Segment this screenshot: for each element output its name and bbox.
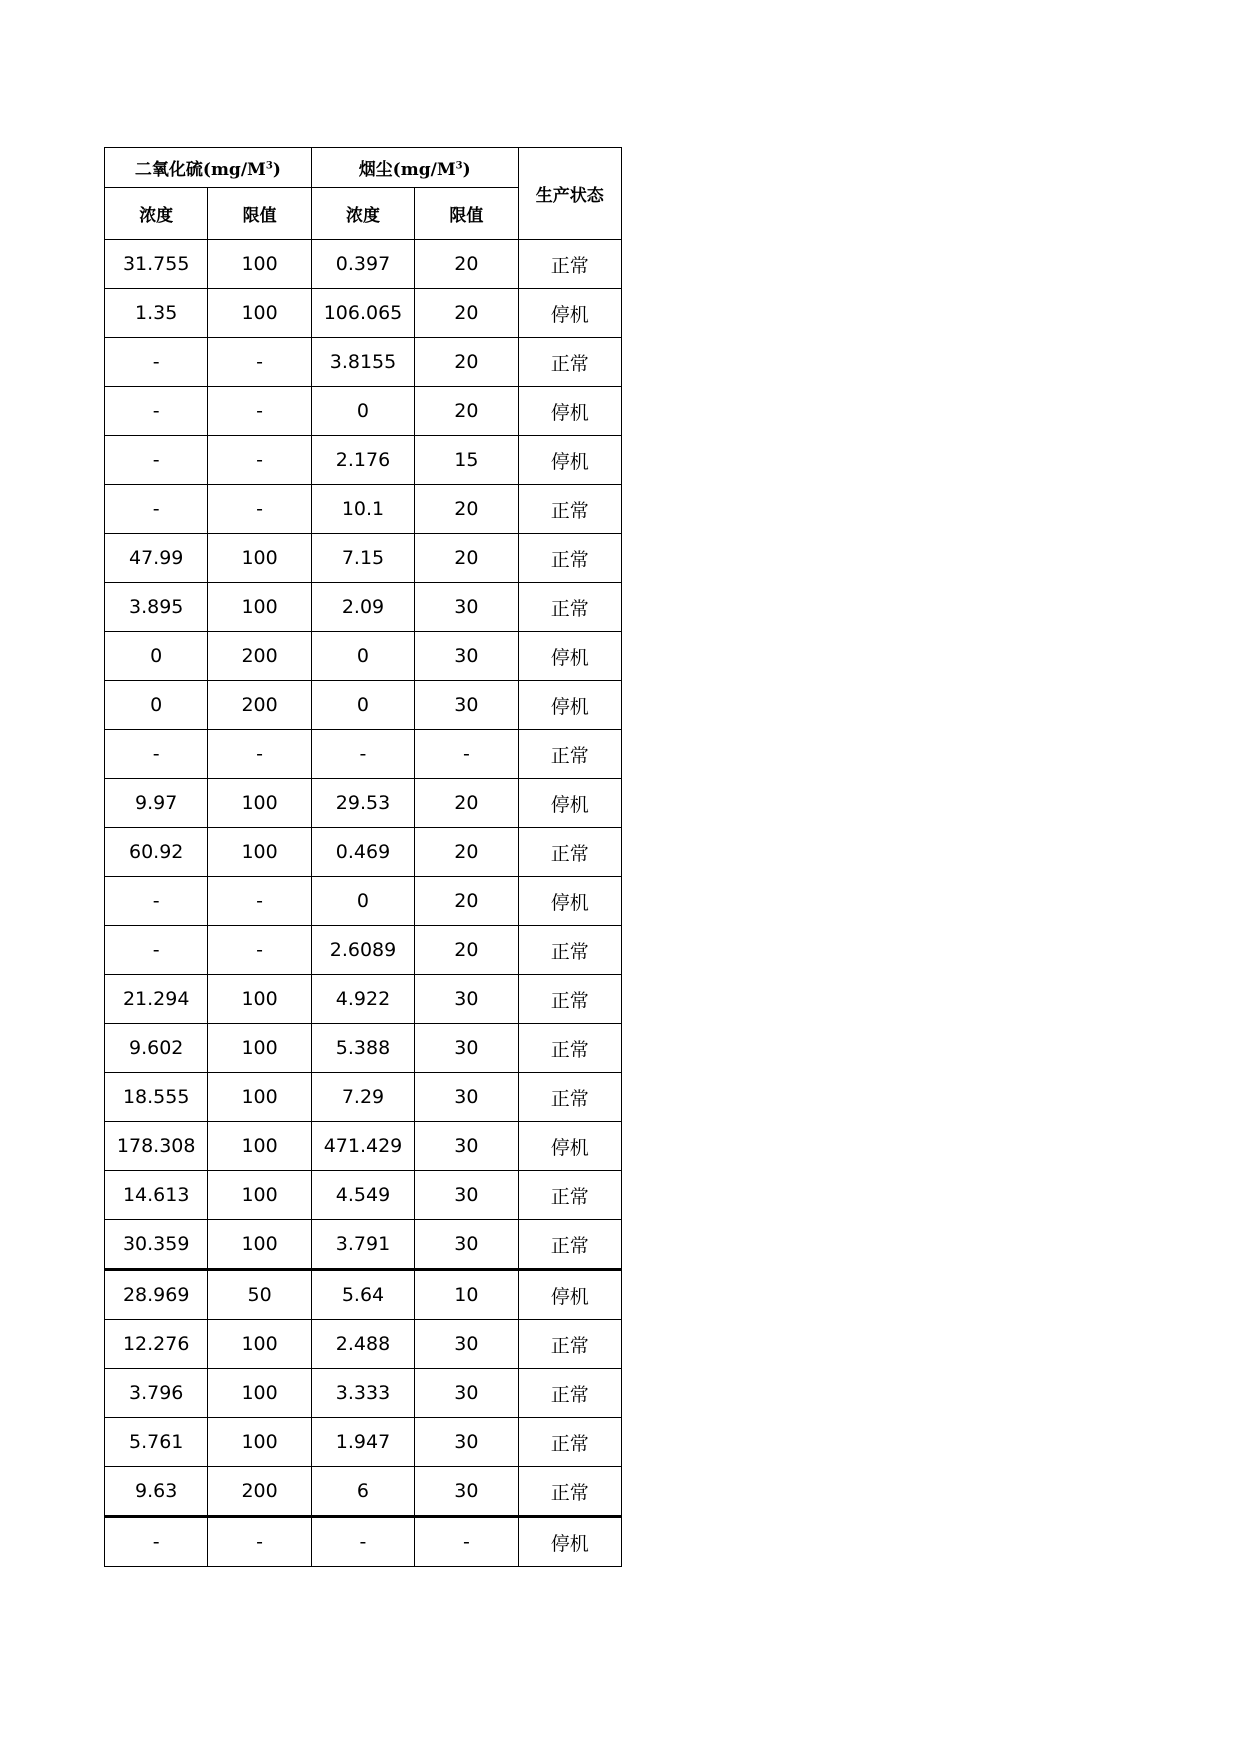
so2-limit-cell: - bbox=[208, 485, 311, 534]
so2-limit-header: 限值 bbox=[208, 188, 311, 240]
dust-limit-cell: 30 bbox=[415, 1320, 518, 1369]
dust-concentration-cell: 7.29 bbox=[311, 1073, 414, 1122]
table-row bbox=[105, 485, 622, 534]
dust-concentration-cell: 4.549 bbox=[311, 1171, 414, 1220]
so2-limit-cell: 100 bbox=[208, 240, 311, 289]
so2-limit-cell: - bbox=[208, 877, 311, 926]
table-row bbox=[105, 240, 622, 289]
so2-limit-cell: 100 bbox=[208, 1073, 311, 1122]
status-cell: 停机 bbox=[518, 877, 621, 926]
so2-concentration-cell: 9.63 bbox=[105, 1467, 208, 1517]
so2-concentration-cell: - bbox=[105, 1517, 208, 1567]
table-row bbox=[105, 779, 622, 828]
dust-concentration-header: 浓度 bbox=[311, 188, 414, 240]
status-cell: 停机 bbox=[518, 436, 621, 485]
dust-concentration-cell: - bbox=[311, 1517, 414, 1567]
so2-concentration-cell: 9.602 bbox=[105, 1024, 208, 1073]
so2-concentration-cell: 30.359 bbox=[105, 1220, 208, 1270]
status-cell: 正常 bbox=[518, 1171, 621, 1220]
so2-concentration-cell: - bbox=[105, 387, 208, 436]
dust-limit-cell: 20 bbox=[415, 828, 518, 877]
so2-limit-cell: 100 bbox=[208, 779, 311, 828]
status-cell: 正常 bbox=[518, 1418, 621, 1467]
so2-concentration-header: 浓度 bbox=[105, 188, 208, 240]
so2-concentration-cell: 3.796 bbox=[105, 1369, 208, 1418]
status-cell: 正常 bbox=[518, 583, 621, 632]
so2-limit-cell: - bbox=[208, 387, 311, 436]
so2-concentration-cell: - bbox=[105, 338, 208, 387]
so2-group-header: 二氧化硫$(mg/M^3)$ bbox=[105, 148, 312, 188]
status-cell: 正常 bbox=[518, 975, 621, 1024]
so2-limit-cell: - bbox=[208, 338, 311, 387]
status-cell: 正常 bbox=[518, 1220, 621, 1270]
status-cell: 正常 bbox=[518, 1073, 621, 1122]
dust-limit-cell: - bbox=[415, 730, 518, 779]
dust-limit-cell: 20 bbox=[415, 779, 518, 828]
table-row bbox=[105, 583, 622, 632]
dust-concentration-cell: 1.947 bbox=[311, 1418, 414, 1467]
dust-limit-cell: 30 bbox=[415, 1369, 518, 1418]
so2-limit-cell: 100 bbox=[208, 1369, 311, 1418]
so2-limit-cell: 100 bbox=[208, 1122, 311, 1171]
table-row bbox=[105, 681, 622, 730]
status-cell: 正常 bbox=[518, 828, 621, 877]
status-cell: 正常 bbox=[518, 1369, 621, 1418]
table-row bbox=[105, 1270, 622, 1320]
so2-concentration-cell: - bbox=[105, 926, 208, 975]
dust-concentration-cell: 2.176 bbox=[311, 436, 414, 485]
table-row bbox=[105, 1024, 622, 1073]
so2-concentration-cell: 28.969 bbox=[105, 1270, 208, 1320]
dust-concentration-cell: 3.791 bbox=[311, 1220, 414, 1270]
so2-concentration-cell: 21.294 bbox=[105, 975, 208, 1024]
so2-concentration-cell: 14.613 bbox=[105, 1171, 208, 1220]
dust-concentration-cell: 471.429 bbox=[311, 1122, 414, 1171]
so2-limit-cell: - bbox=[208, 926, 311, 975]
dust-concentration-cell: 6 bbox=[311, 1467, 414, 1517]
status-cell: 停机 bbox=[518, 632, 621, 681]
so2-limit-cell: - bbox=[208, 1517, 311, 1567]
dust-concentration-cell: 2.09 bbox=[311, 583, 414, 632]
so2-concentration-cell: - bbox=[105, 485, 208, 534]
status-cell: 停机 bbox=[518, 1517, 621, 1567]
table-row bbox=[105, 828, 622, 877]
so2-limit-cell: 100 bbox=[208, 1220, 311, 1270]
dust-concentration-cell: - bbox=[311, 730, 414, 779]
so2-limit-cell: 100 bbox=[208, 534, 311, 583]
status-cell: 正常 bbox=[518, 534, 621, 583]
dust-concentration-cell: 5.388 bbox=[311, 1024, 414, 1073]
status-cell: 正常 bbox=[518, 1320, 621, 1369]
dust-limit-cell: 20 bbox=[415, 289, 518, 338]
so2-concentration-cell: 3.895 bbox=[105, 583, 208, 632]
so2-concentration-cell: 178.308 bbox=[105, 1122, 208, 1171]
table-row bbox=[105, 1369, 622, 1418]
emissions-table bbox=[104, 147, 622, 1567]
so2-limit-cell: 200 bbox=[208, 1467, 311, 1517]
so2-limit-cell: 100 bbox=[208, 975, 311, 1024]
table-row bbox=[105, 1122, 622, 1171]
so2-limit-cell: 200 bbox=[208, 632, 311, 681]
status-cell: 停机 bbox=[518, 779, 621, 828]
table-row bbox=[105, 1073, 622, 1122]
dust-limit-cell: 20 bbox=[415, 926, 518, 975]
table-row bbox=[105, 1467, 622, 1517]
table-row bbox=[105, 1171, 622, 1220]
table-row bbox=[105, 1220, 622, 1270]
dust-concentration-cell: 106.065 bbox=[311, 289, 414, 338]
dust-concentration-cell: 0.469 bbox=[311, 828, 414, 877]
dust-group-header: 烟尘$(mg/M^3)$ bbox=[311, 148, 518, 188]
dust-limit-cell: 30 bbox=[415, 1418, 518, 1467]
dust-limit-cell: 30 bbox=[415, 1073, 518, 1122]
table-row bbox=[105, 1517, 622, 1567]
so2-concentration-cell: 0 bbox=[105, 681, 208, 730]
so2-limit-cell: 100 bbox=[208, 289, 311, 338]
dust-concentration-cell: 0.397 bbox=[311, 240, 414, 289]
so2-limit-cell: 100 bbox=[208, 1024, 311, 1073]
table-row bbox=[105, 730, 622, 779]
so2-concentration-cell: 5.761 bbox=[105, 1418, 208, 1467]
dust-limit-cell: 20 bbox=[415, 240, 518, 289]
status-cell: 正常 bbox=[518, 338, 621, 387]
status-cell: 停机 bbox=[518, 387, 621, 436]
dust-limit-cell: - bbox=[415, 1517, 518, 1567]
so2-concentration-cell: 31.755 bbox=[105, 240, 208, 289]
so2-concentration-cell: 47.99 bbox=[105, 534, 208, 583]
so2-concentration-cell: 60.92 bbox=[105, 828, 208, 877]
so2-limit-cell: - bbox=[208, 436, 311, 485]
dust-limit-cell: 30 bbox=[415, 1220, 518, 1270]
table-header bbox=[105, 148, 622, 240]
dust-limit-cell: 30 bbox=[415, 1024, 518, 1073]
dust-limit-cell: 30 bbox=[415, 975, 518, 1024]
dust-limit-cell: 20 bbox=[415, 877, 518, 926]
table-row bbox=[105, 387, 622, 436]
table-row bbox=[105, 1320, 622, 1369]
dust-concentration-cell: 7.15 bbox=[311, 534, 414, 583]
so2-limit-cell: 100 bbox=[208, 1171, 311, 1220]
dust-limit-cell: 10 bbox=[415, 1270, 518, 1320]
so2-concentration-cell: 1.35 bbox=[105, 289, 208, 338]
so2-concentration-cell: 0 bbox=[105, 632, 208, 681]
so2-concentration-cell: - bbox=[105, 877, 208, 926]
so2-concentration-cell: - bbox=[105, 436, 208, 485]
dust-concentration-cell: 4.922 bbox=[311, 975, 414, 1024]
table-row bbox=[105, 338, 622, 387]
so2-limit-cell: - bbox=[208, 730, 311, 779]
table-row bbox=[105, 1418, 622, 1467]
so2-limit-cell: 100 bbox=[208, 1320, 311, 1369]
table-row bbox=[105, 534, 622, 583]
status-header: 生产状态 bbox=[518, 148, 621, 240]
status-cell: 正常 bbox=[518, 1024, 621, 1073]
dust-limit-cell: 30 bbox=[415, 1171, 518, 1220]
dust-limit-cell: 20 bbox=[415, 338, 518, 387]
dust-limit-cell: 30 bbox=[415, 583, 518, 632]
dust-concentration-cell: 29.53 bbox=[311, 779, 414, 828]
so2-limit-cell: 100 bbox=[208, 828, 311, 877]
dust-concentration-cell: 2.6089 bbox=[311, 926, 414, 975]
status-cell: 正常 bbox=[518, 730, 621, 779]
dust-concentration-cell: 0 bbox=[311, 681, 414, 730]
status-cell: 停机 bbox=[518, 681, 621, 730]
so2-concentration-cell: 18.555 bbox=[105, 1073, 208, 1122]
dust-concentration-cell: 0 bbox=[311, 632, 414, 681]
table-row bbox=[105, 926, 622, 975]
dust-concentration-cell: 2.488 bbox=[311, 1320, 414, 1369]
dust-limit-cell: 20 bbox=[415, 534, 518, 583]
dust-limit-cell: 20 bbox=[415, 387, 518, 436]
status-cell: 停机 bbox=[518, 1122, 621, 1171]
so2-limit-cell: 200 bbox=[208, 681, 311, 730]
dust-concentration-cell: 0 bbox=[311, 877, 414, 926]
so2-concentration-cell: - bbox=[105, 730, 208, 779]
status-cell: 正常 bbox=[518, 485, 621, 534]
table-row bbox=[105, 877, 622, 926]
dust-limit-cell: 20 bbox=[415, 485, 518, 534]
so2-concentration-cell: 9.97 bbox=[105, 779, 208, 828]
dust-concentration-cell: 0 bbox=[311, 387, 414, 436]
status-cell: 正常 bbox=[518, 240, 621, 289]
dust-limit-cell: 30 bbox=[415, 632, 518, 681]
status-cell: 正常 bbox=[518, 926, 621, 975]
dust-concentration-cell: 10.1 bbox=[311, 485, 414, 534]
dust-limit-cell: 30 bbox=[415, 1467, 518, 1517]
table-row bbox=[105, 632, 622, 681]
dust-concentration-cell: 3.8155 bbox=[311, 338, 414, 387]
dust-limit-cell: 30 bbox=[415, 681, 518, 730]
dust-concentration-cell: 5.64 bbox=[311, 1270, 414, 1320]
dust-limit-header: 限值 bbox=[415, 188, 518, 240]
so2-limit-cell: 100 bbox=[208, 583, 311, 632]
so2-limit-cell: 100 bbox=[208, 1418, 311, 1467]
dust-limit-cell: 15 bbox=[415, 436, 518, 485]
table-row bbox=[105, 436, 622, 485]
so2-concentration-cell: 12.276 bbox=[105, 1320, 208, 1369]
dust-concentration-cell: 3.333 bbox=[311, 1369, 414, 1418]
dust-limit-cell: 30 bbox=[415, 1122, 518, 1171]
table-body bbox=[105, 240, 622, 1567]
table-row bbox=[105, 975, 622, 1024]
status-cell: 停机 bbox=[518, 1270, 621, 1320]
status-cell: 正常 bbox=[518, 1467, 621, 1517]
table-row bbox=[105, 289, 622, 338]
so2-limit-cell: 50 bbox=[208, 1270, 311, 1320]
status-cell: 停机 bbox=[518, 289, 621, 338]
